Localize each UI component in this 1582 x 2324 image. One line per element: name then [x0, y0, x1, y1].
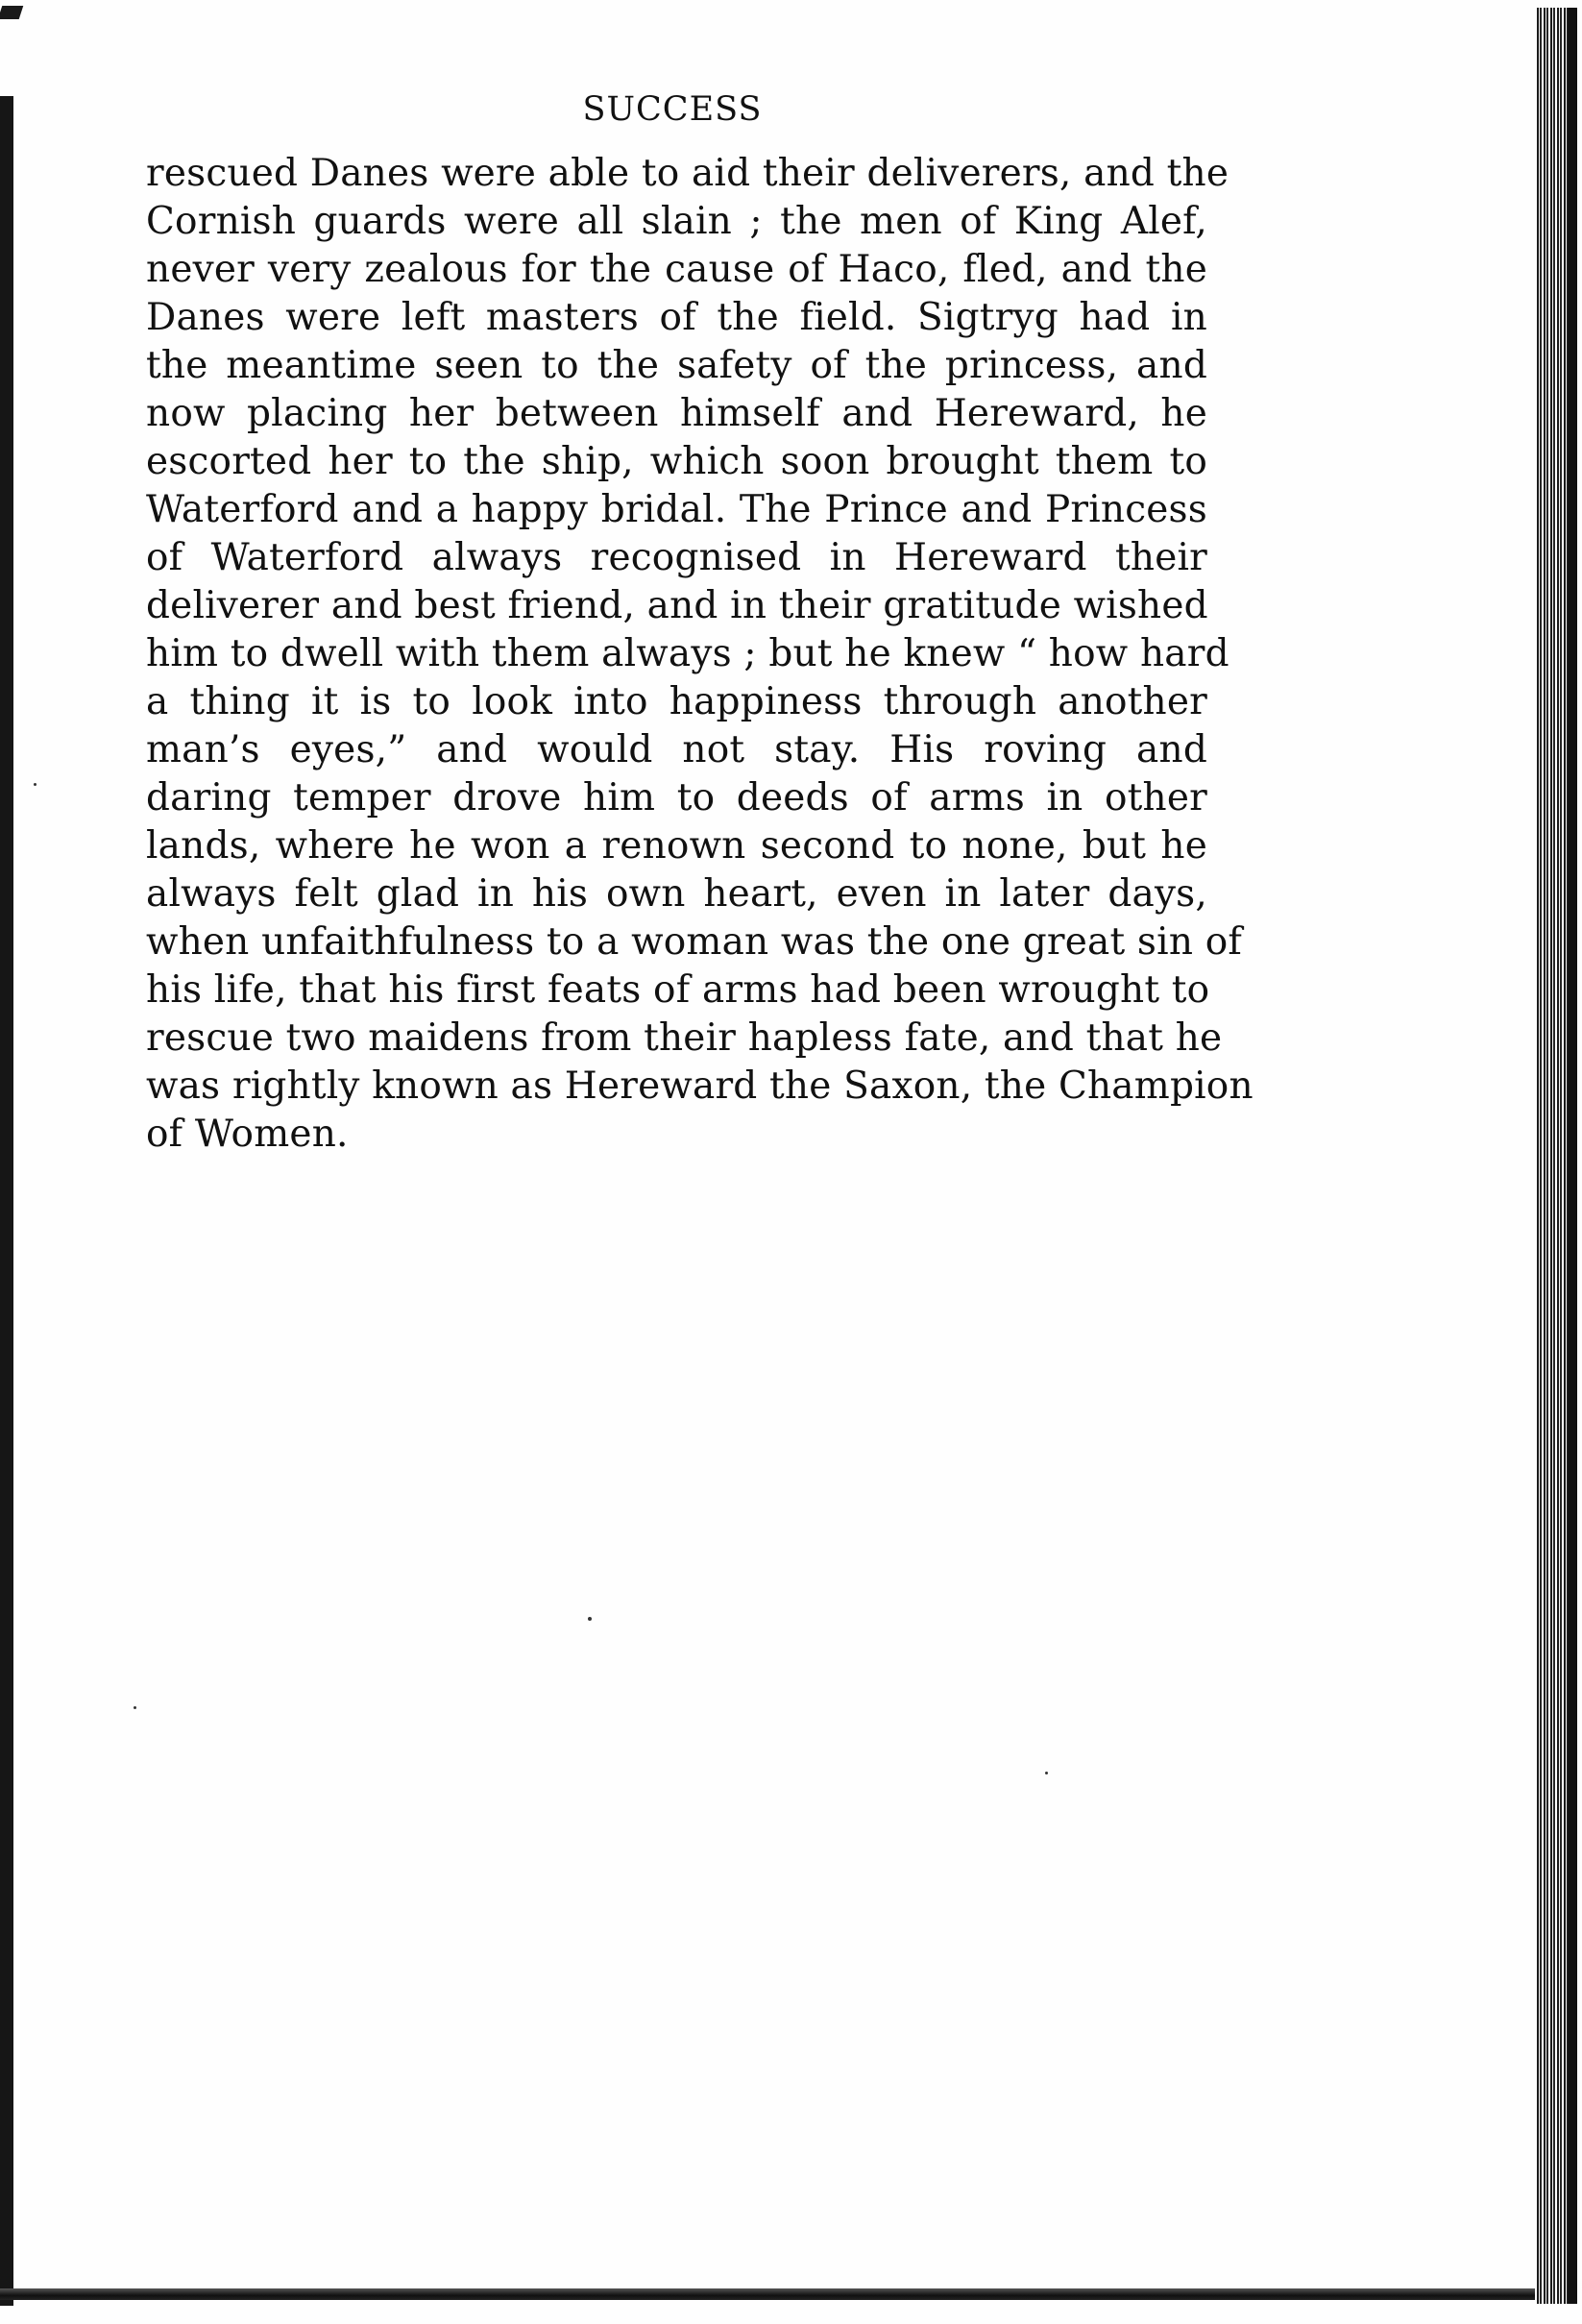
text-line: Cornish guards were all slain ; the men of King Alef, [146, 200, 1207, 243]
running-header: SUCCESS [582, 90, 763, 129]
paper-speck [134, 1706, 136, 1709]
text-line: was rightly known as Hereward the Saxon, the Champion [146, 1064, 1253, 1108]
text-line: daring temper drove him to deeds of arms in other [146, 776, 1207, 820]
text-line: Waterford and a happy bridal. The Prince and Princess [146, 488, 1207, 531]
text-line: of Women. [146, 1113, 349, 1156]
paper-speck [34, 783, 37, 786]
text-line: never very zealous for the cause of Haco, fled, and the [146, 248, 1207, 291]
text-line: deliverer and best friend, and in their gratitude wished [146, 584, 1208, 627]
paper-speck [588, 1617, 592, 1621]
text-line: rescue two maidens from their hapless fate, and that he [146, 1016, 1223, 1060]
body-paragraph [146, 150, 1253, 1159]
text-line: when unfaithfulness to a woman was the one great sin of [146, 920, 1243, 964]
text-line: his life, that his first feats of arms had been wrought to [146, 968, 1210, 1012]
paper-speck [1045, 1772, 1048, 1774]
text-line: a thing it is to look into happiness through another [146, 680, 1207, 723]
bottom-page-edge [0, 2288, 1537, 2300]
text-line: Danes were left masters of the field. Sigtryg had in [146, 296, 1207, 339]
text-line: him to dwell with them always ; but he knew “ how hard [146, 632, 1229, 675]
text-line: rescued Danes were able to aid their deliverers, and the [146, 152, 1229, 195]
text-line: of Waterford always recognised in Hereward their [146, 536, 1207, 579]
text-line: lands, where he won a renown second to none, but he [146, 824, 1207, 868]
right-page-stack-edge [1535, 8, 1568, 2304]
text-line: escorted her to the ship, which soon brought them to [146, 440, 1207, 483]
left-binding-edge [0, 96, 13, 2306]
text-line: now placing her between himself and Hereward, he [146, 392, 1207, 435]
right-cover-edge [1568, 8, 1577, 2304]
text-line: always felt glad in his own heart, even in later days, [146, 872, 1207, 916]
text-line: the meantime seen to the safety of the princess, and [146, 344, 1207, 387]
text-line: man’s eyes,” and would not stay. His roving and [146, 728, 1207, 771]
corner-mark [0, 6, 23, 19]
